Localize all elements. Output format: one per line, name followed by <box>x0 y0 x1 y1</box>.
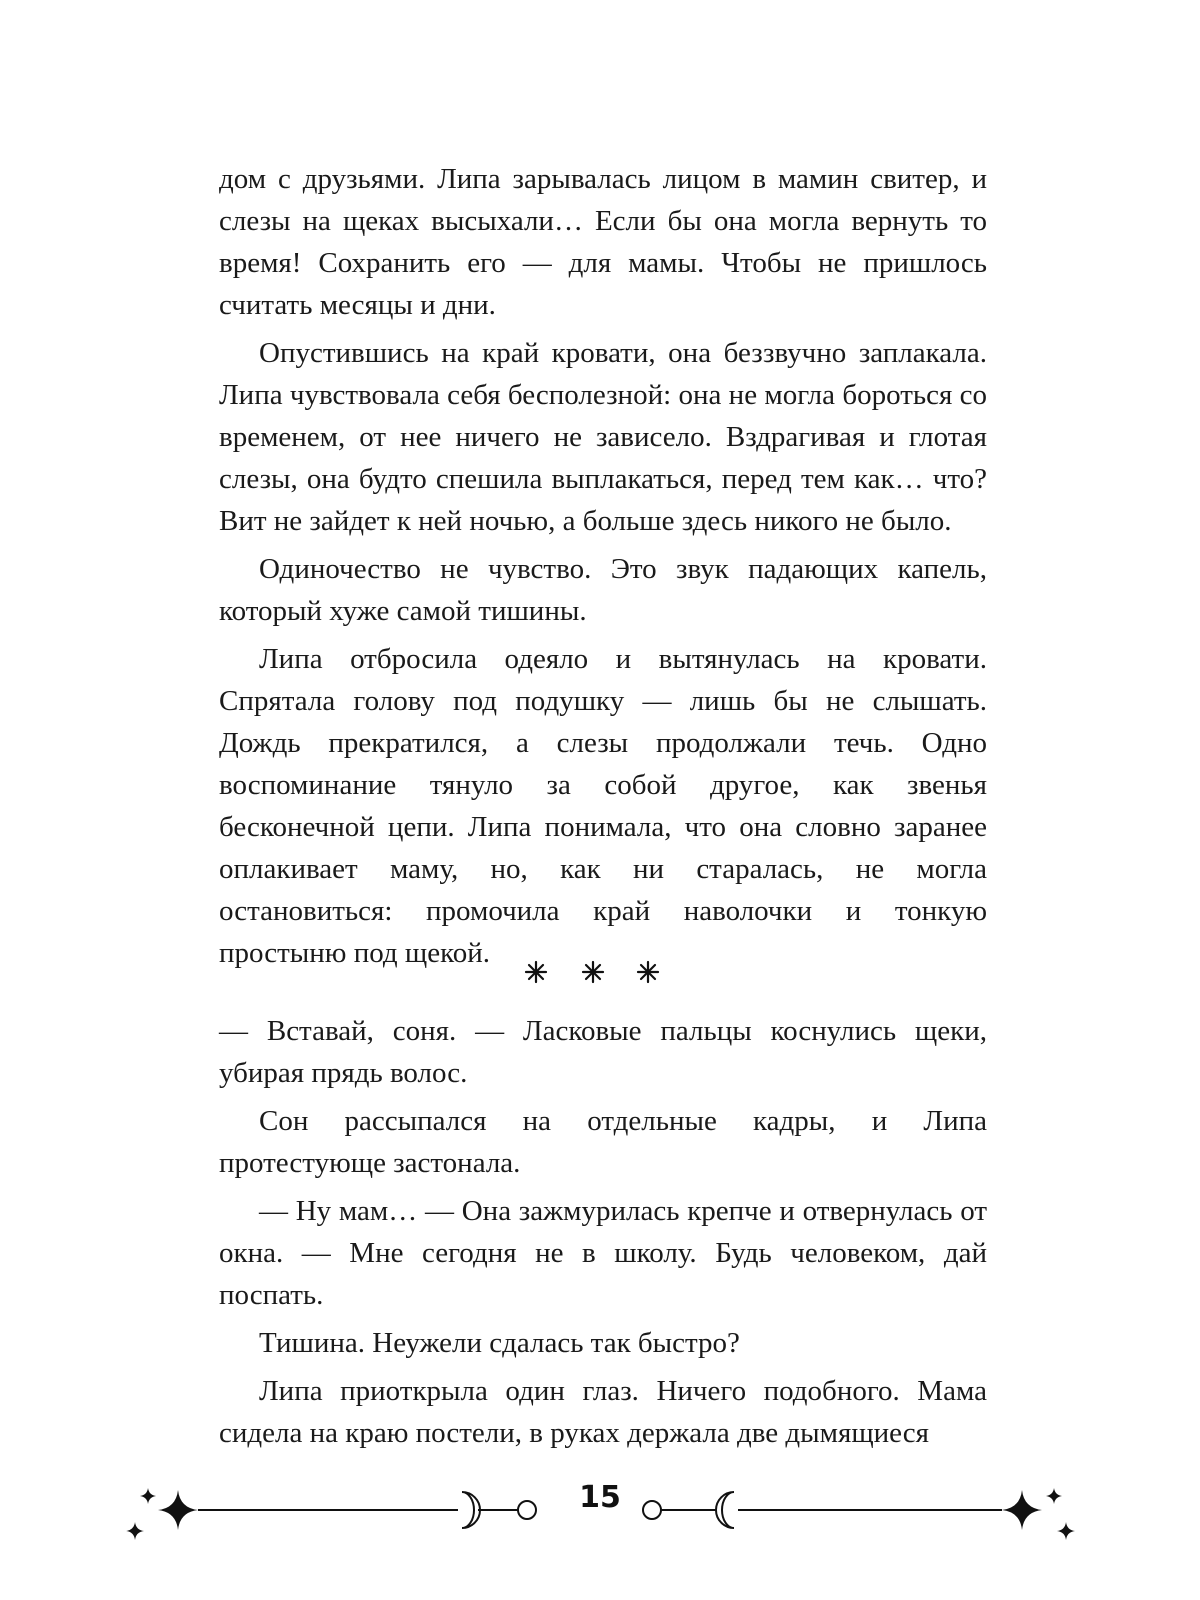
paragraph: — Ну мам… — Она зажмурилась крепче и отвернулась от окна. — Мне сегодня не в школу. Будь человеком, дай поспать. <box>219 1195 987 1311</box>
circle-icon <box>643 1501 661 1519</box>
scene-separator <box>0 952 1200 992</box>
paragraph: Опустившись на край кровати, она беззвучно заплакала. Липа чувствовала себя бесполезной: она не могла бороться со временем, от нее ничего не зависело. Вздрагивая и глотая слезы, она будто спешила выплакаться, перед тем как… что? Вит не зайдет к ней ночью, а больше здесь никого не было. <box>219 337 987 537</box>
paragraph: Липа отбросила одеяло и вытянулась на кровати. Спрятала голову под подушку — лишь бы не слышать. Дождь прекратился, а слезы продолжали течь. Одно воспоминание тянуло за собой другое, как звенья бесконечной цепи. Липа понимала, что она словно заранее оплакивает маму, но, как ни старалась, не могла остановиться: промочила край наволочки и тонкую простыню под щекой. <box>219 643 987 969</box>
page-number: 15 <box>579 1480 621 1515</box>
paragraph: — Вставай, соня. — Ласковые пальцы коснулись щеки, убирая прядь волос. <box>219 1015 987 1089</box>
asterisk-icon <box>583 962 603 982</box>
crescent-moon-icon <box>462 1492 480 1528</box>
text-block-top <box>219 158 987 974</box>
sparkle-icon <box>126 1522 144 1540</box>
sparkle-icon <box>140 1488 156 1504</box>
paragraph: дом с друзьями. Липа зарывалась лицом в мамин свитер, и слезы на щеках высыхали… Если бы она могла вернуть то время! Сохранить его — для мамы. Чтобы не пришлось считать месяцы и дни. <box>219 163 987 321</box>
sparkle-icon <box>1046 1488 1062 1504</box>
paragraph: Одиночество не чувство. Это звук падающих капель, который хуже самой тишины. <box>219 553 987 627</box>
paragraph: Сон рассыпался на отдельные кадры, и Липа протестующе застонала. <box>219 1105 987 1179</box>
paragraph: Тишина. Неужели сдалась так быстро? <box>259 1327 740 1359</box>
paragraph: Липа приоткрыла один глаз. Ничего подобного. Мама сидела на краю постели, в руках держала две дымящиеся <box>219 1375 987 1449</box>
crescent-moon-icon <box>716 1492 734 1528</box>
asterisk-icon <box>526 962 546 982</box>
sparkle-icon <box>158 1490 198 1530</box>
text-block-bottom <box>219 1010 987 1454</box>
sparkle-icon <box>1002 1490 1042 1530</box>
asterisk-icon <box>638 962 658 982</box>
circle-icon <box>518 1501 536 1519</box>
sparkle-icon <box>1057 1522 1075 1540</box>
